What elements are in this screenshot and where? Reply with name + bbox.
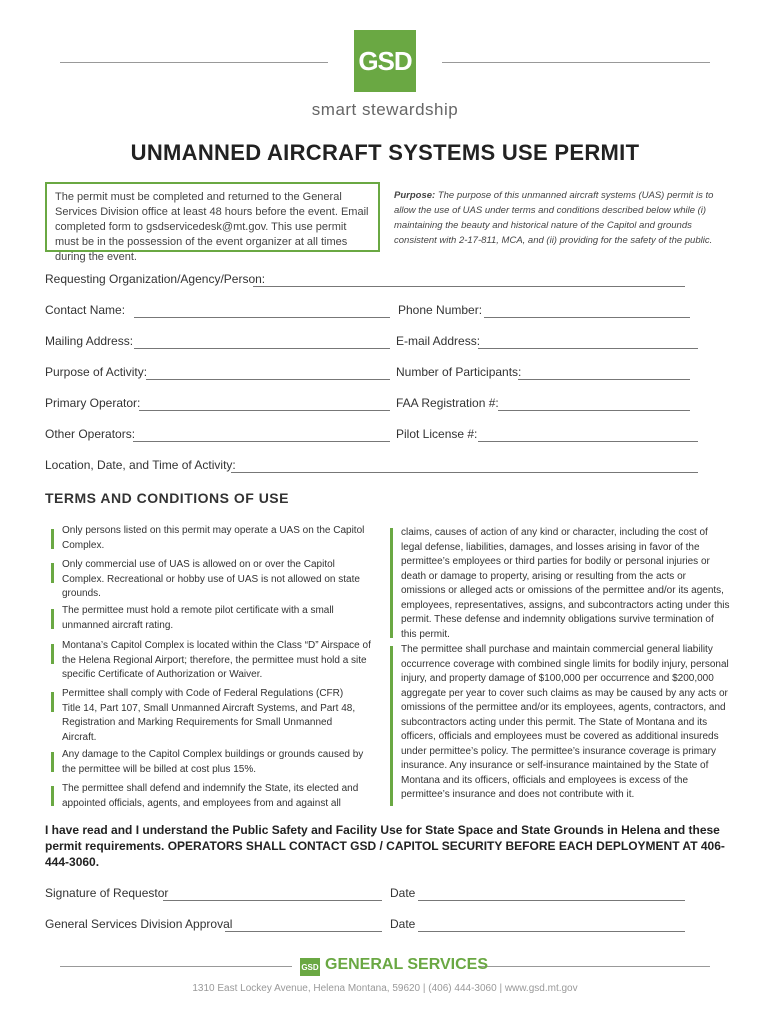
- contact-name-field[interactable]: [134, 316, 390, 318]
- phone-field[interactable]: [484, 316, 690, 318]
- gsd-logo: GSD: [354, 30, 416, 92]
- footer-address: 1310 East Lockey Avenue, Helena Montana, 59620 | (406) 444-3060 | www.gsd.mt.gov: [192, 983, 578, 994]
- term-item: The permittee must hold a remote pilot certificate with a small unmanned aircraft rating.: [62, 605, 334, 631]
- term-item: Any damage to the Capitol Complex buildings or grounds caused by the permittee will be billed at cost plus 15%.: [62, 749, 364, 775]
- term-marker: [51, 609, 54, 629]
- primary-operator-field[interactable]: [139, 409, 390, 411]
- header-rule-left: [60, 62, 328, 63]
- term-item: claims, causes of action of any kind or character, including the cost of legal defense, liabilities, damages, and losses arising in favor of the permittee’s employees or third parties for bodily or personal injuries or death or damage to property, arising or resulting from the acts or omissions or alleged acts or omissions of the permittee and/or its agents, employees, representatives, assigns, and subcontractors acting under this permit. These defense and indemnity obligations survive termination of this permit.: [401, 527, 730, 640]
- term-marker: [51, 644, 54, 664]
- term-marker: [51, 563, 54, 583]
- requesting-label: Requesting Organization/Agency/Person:: [45, 272, 266, 286]
- mailing-address-label: Mailing Address:: [45, 334, 134, 348]
- term-item: The permittee shall defend and indemnify the State, its elected and appointed officials, agents, and employees from and against all: [62, 783, 359, 809]
- purpose-text: The purpose of this unmanned aircraft systems (UAS) permit is to allow the use of UAS under terms and conditions described below while (i) maintaining the beauty and historical nature of the Capitol and grounds consistent with 2-17-811, MCA, and (ii) providing for the safety of the public.: [394, 190, 714, 246]
- term-item: Permittee shall comply with Code of Federal Regulations (CFR) Title 14, Part 107, Small Unmanned Aircraft Systems, and Part 48, Registration and Marking Requirements for Small Unmanned Aircraft.: [62, 688, 356, 743]
- purpose-of-activity-field[interactable]: [146, 378, 390, 380]
- purpose-of-activity-label: Purpose of Activity:: [45, 365, 148, 379]
- purpose-label: Purpose:: [394, 190, 436, 201]
- date-label: Date: [390, 886, 416, 900]
- pilot-license-label: Pilot License #:: [396, 427, 478, 441]
- faa-registration-label: FAA Registration #:: [396, 396, 499, 410]
- date-field[interactable]: [418, 899, 685, 901]
- term-item: Only commercial use of UAS is allowed on or over the Capitol Complex. Recreational or hobby use of UAS is not allowed on state grounds.: [62, 559, 360, 599]
- signature-requestor-field[interactable]: [163, 899, 382, 901]
- footer-agency-name: GENERAL SERVICES: [325, 956, 489, 973]
- approval-field[interactable]: [225, 930, 382, 932]
- other-operators-field[interactable]: [133, 440, 390, 442]
- term-item: Montana’s Capitol Complex is located within the Class “D” Airspace of the Helena Regional Airport; therefore, the permittee must hold a site specific Certificate of Authorization or Waiver.: [62, 640, 371, 680]
- terms-heading: TERMS AND CONDITIONS OF USE: [45, 490, 289, 506]
- participants-field[interactable]: [518, 378, 690, 380]
- date-field[interactable]: [418, 930, 685, 932]
- term-item: Only persons listed on this permit may operate a UAS on the Capitol Complex.: [62, 525, 365, 551]
- location-field[interactable]: [231, 471, 698, 473]
- term-marker: [51, 786, 54, 806]
- acknowledgement-statement: I have read and I understand the Public Safety and Facility Use for State Space and State Grounds in Helena and these permit requirements. OPERATORS SHALL CONTACT GSD / CAPITOL SECURITY BEFORE EACH DEPLOYMENT AT 406-444-3060.: [45, 823, 725, 869]
- footer-rule-right: [478, 966, 710, 967]
- submission-notice: The permit must be completed and returned to the General Services Division office at least 48 hours before the event. Email completed form to gsdservicedesk@mt.gov. This use permit must be in the possession of the event organizer at all times during the event.: [45, 182, 380, 252]
- header-rule-right: [442, 62, 710, 63]
- contact-name-label: Contact Name:: [45, 303, 126, 317]
- tagline: smart stewardship: [311, 100, 459, 119]
- footer-rule-left: [60, 966, 292, 967]
- page-title: UNMANNED AIRCRAFT SYSTEMS USE PERMIT: [130, 140, 640, 165]
- phone-label: Phone Number:: [398, 303, 483, 317]
- signature-requestor-label: Signature of Requestor: [45, 886, 169, 900]
- approval-label: General Services Division Approval: [45, 917, 233, 931]
- other-operators-label: Other Operators:: [45, 427, 136, 441]
- purpose-statement: [394, 188, 729, 248]
- faa-registration-field[interactable]: [498, 409, 690, 411]
- mailing-address-field[interactable]: [134, 347, 390, 349]
- participants-label: Number of Participants:: [396, 365, 522, 379]
- term-marker: [51, 692, 54, 712]
- term-marker: [51, 529, 54, 549]
- requesting-field[interactable]: [253, 285, 685, 287]
- date-label: Date: [390, 917, 416, 931]
- pilot-license-field[interactable]: [478, 440, 698, 442]
- term-marker: [51, 752, 54, 772]
- location-label: Location, Date, and Time of Activity:: [45, 458, 236, 472]
- term-marker: [390, 528, 393, 638]
- primary-operator-label: Primary Operator:: [45, 396, 141, 410]
- email-label: E-mail Address:: [396, 334, 481, 348]
- email-field[interactable]: [478, 347, 698, 349]
- term-marker: [390, 646, 393, 806]
- term-item: The permittee shall purchase and maintain commercial general liability occurrence coverage with combined single limits for bodily injury, personal injury, and property damage of $100,000 per occurrence and $200,000 aggregate per year to cover such claims as may be caused by any acts or omissions of the permittee and/or its employees, agents, contractors, and subcontractors acting under this permit. The State of Montana and its officers, officials and employees must be covered as additional insureds under permittee’s policy. The permittee’s insurance coverage is primary insurance. Any insurance or self-insurance maintained by the State of Montana and its officers, officials and employees is excess of the permittee’s insurance and does not contribute with it.: [401, 644, 729, 800]
- gsd-footer-logo: GSD: [300, 958, 320, 976]
